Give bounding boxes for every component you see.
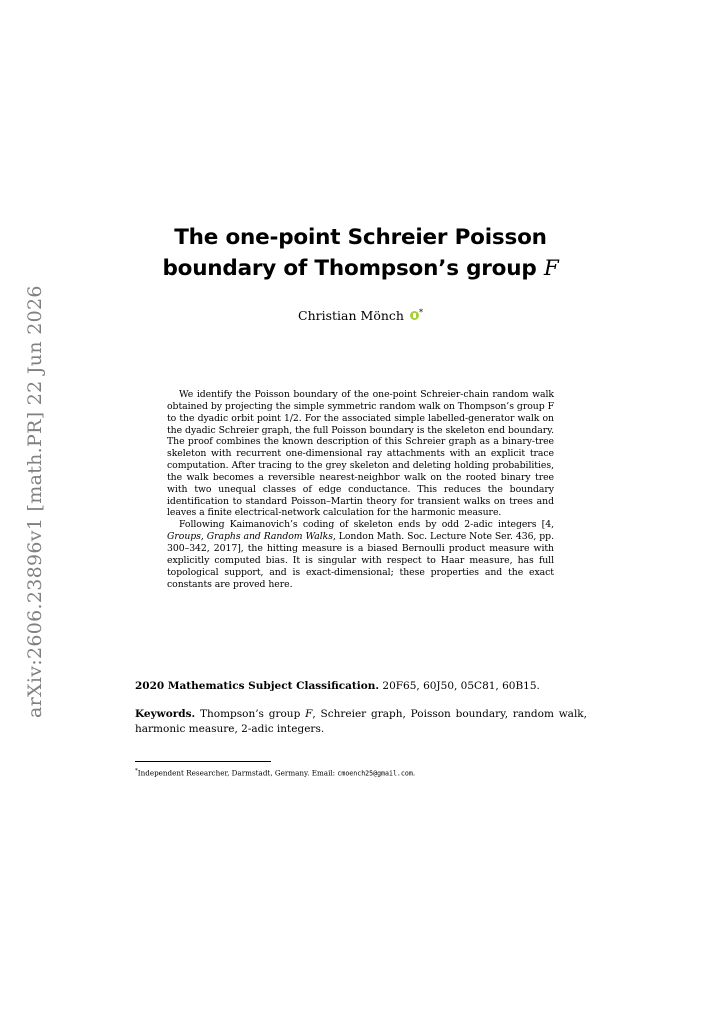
footnote-end: . [412, 768, 416, 778]
title-line-2: boundary of Thompson’s group [162, 256, 537, 281]
abstract-text-2b: , London Math. Soc. Lecture Note Ser. 436, pp. 300–342, 2017], the hitting measure is a biased Bernoulli product measure with explicitly computed bias. It is singular with respect to Haar measure, has full topological support, and is exact-dimensional; these properties and the exact constants are proved here. [167, 531, 554, 590]
keywords-symbol: F [305, 708, 313, 720]
footnote-text: Independent Researcher, Darmstadt, Germany. Email: [137, 768, 338, 778]
author-name: Christian Mönch [298, 308, 404, 324]
keywords-text-b: , Schreier graph, Poisson boundary, random walk, harmonic measure, 2-adic integers. [135, 708, 588, 735]
orcid-icon[interactable] [410, 311, 419, 320]
author-footnote-mark: * [418, 308, 423, 317]
paper-title [140, 222, 581, 284]
title-symbol: F [543, 256, 559, 281]
footnote-email[interactable]: cmoench25@gmail.com [337, 769, 413, 778]
footnote-divider [135, 761, 271, 762]
author-line [140, 304, 581, 325]
abstract-text-2a: Following Kaimanovich’s coding of skeleton ends by odd 2-adic integers [4, [179, 519, 554, 531]
title-line-1: The one-point Schreier Poisson [174, 225, 547, 250]
abstract [167, 389, 554, 590]
abstract-text-1: We identify the Poisson boundary of the one-point Schreier-chain random walk obtained by projecting the simple symmetric random walk on Thompson’s group F to the dyadic orbit point 1/2. For the associated simple labelled-generator walk on the dyadic Schreier graph, the full Poisson boundary is the skeleton end boundary. The proof combines the known description of this Schreier graph as a binary-tree skeleton with recurrent one-dimensional ray attachments with an explicit trace computation. After tracing to the grey skeleton and deleting holding probabilities, the walk becomes a reversible nearest-neighbor walk on the rooted binary tree with two unequal classes of edge conductance. This reduces the boundary identification to standard Poisson–Martin theory for transient walks on trees and leaves a finite electrical-network calculation for the harmonic measure. [167, 389, 554, 519]
footnote-mark: * [135, 768, 138, 774]
keywords-label: Keywords. [135, 708, 196, 720]
msc-label: 2020 Mathematics Subject Classification. [135, 680, 380, 692]
keywords [135, 707, 587, 736]
msc-value: 20F65, 60J50, 05C81, 60B15. [382, 680, 540, 692]
footnote [135, 766, 587, 778]
msc-classification [135, 679, 587, 693]
abstract-paragraph-1 [167, 389, 554, 519]
keywords-text-a: Thompson’s group [199, 708, 306, 720]
abstract-paragraph-2 [167, 519, 554, 590]
abstract-citation-title: Groups, Graphs and Random Walks [167, 531, 333, 543]
arxiv-identifier: arXiv:2606.23896v1 [math.PR] 22 Jun 2026 [24, 285, 46, 718]
